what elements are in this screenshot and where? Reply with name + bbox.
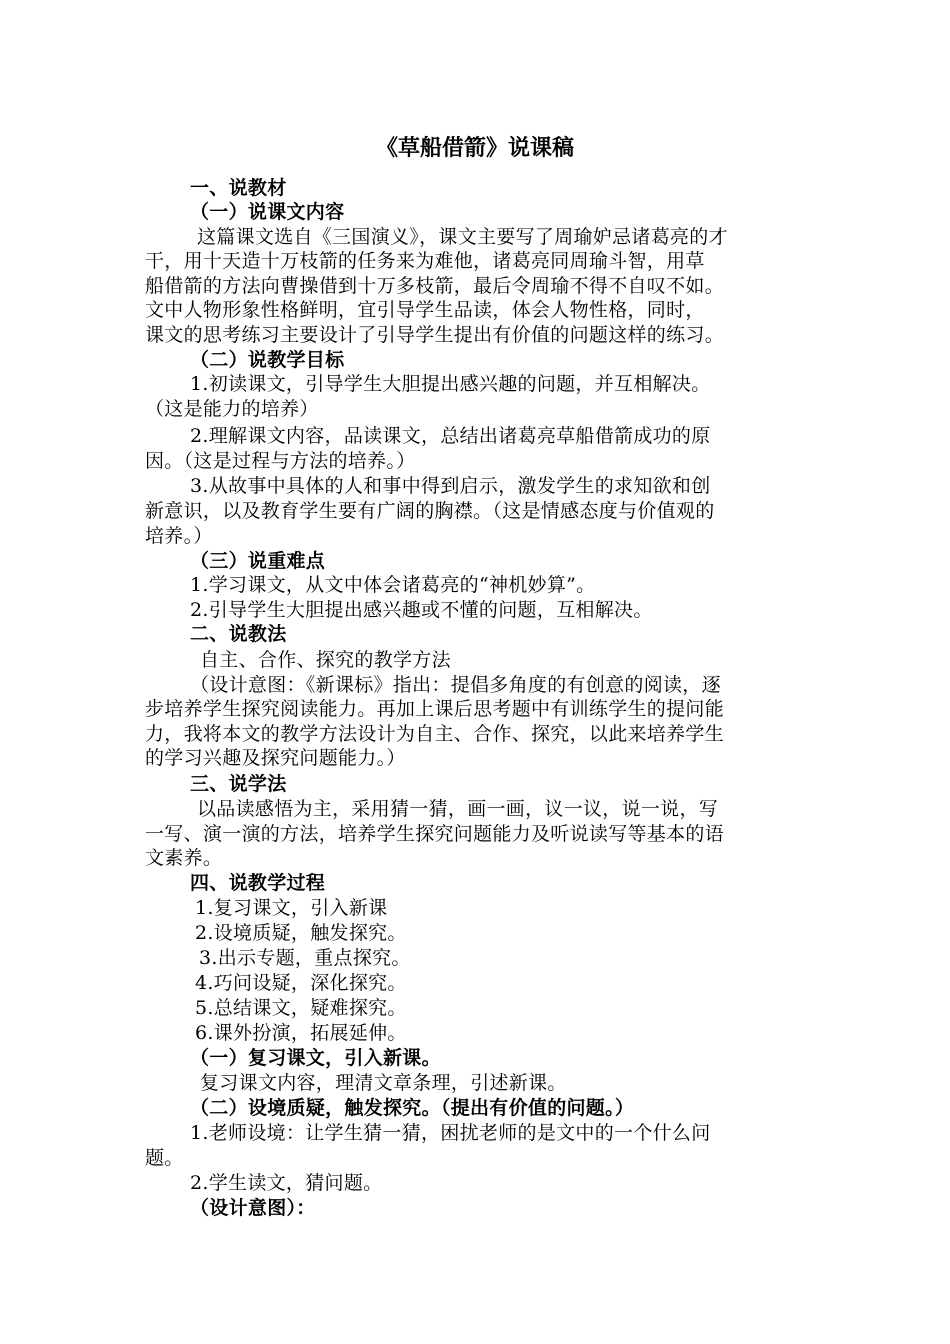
list-item: 4.巧问设疑，深化探究。 [195,972,407,994]
list-item: 3.出示专题，重点探究。 [199,947,411,969]
list-item: 5.总结课文，疑难探究。 [195,997,407,1019]
heading-process: 四、说教学过程 [190,872,326,894]
heading-textbook: 一、说教材 [190,177,287,199]
heading-method: 二、说教法 [190,623,287,645]
list-item: 2.设境质疑，触发探究。 [195,922,407,944]
paragraph-line: 自主、合作、探究的教学方法 [200,649,451,671]
paragraph-line: 3.从故事中具体的人和事中得到启示，激发学生的求知欲和创 [190,475,711,497]
list-item: 6.课外扮演，拓展延伸。 [195,1022,407,1044]
paragraph-line: 新意识，以及教育学生要有广阔的胸襟。（这是情感态度与价值观的 [145,500,715,522]
list-item: 1.复习课文，引入新课 [195,897,388,919]
subheading-review: （一）复习课文，引入新课。 [190,1047,441,1069]
paragraph-line: 课文的思考练习主要设计了引导学生提出有价值的问题这样的练习。 [145,324,725,346]
page-title: 《草船借箭》说课稿 [375,135,574,161]
subheading-keypoints: （三）说重难点 [190,550,326,572]
paragraph-line: 1.学习课文，从文中体会诸葛亮的“神机妙算”。 [190,574,596,596]
paragraph-line: 因。（这是过程与方法的培养。） [145,450,416,472]
subheading-inquiry: （二）设境质疑，触发探究。（提出有价值的问题。） [190,1097,635,1119]
paragraph-line: 2.引导学生大胆提出感兴趣或不懂的问题，互相解决。 [190,599,653,621]
subheading-objectives: （二）说教学目标 [190,349,345,371]
paragraph-line: 一写、演一演的方法，培养学生探究问题能力及听说读写等基本的语 [145,823,725,845]
paragraph-line: （这是能力的培养） [145,398,319,420]
paragraph-line: 步培养学生探究阅读能力。再加上课后思考题中有训练学生的提问能 [145,698,725,720]
paragraph-line: 的学习兴趣及探究问题能力。） [145,747,406,769]
paragraph-line: （设计意图：《新课标》指出：提倡多角度的有创意的阅读，逐 [190,674,721,696]
paragraph-line: 2.学生读文，猜问题。 [190,1172,383,1194]
paragraph-line: 船借箭的方法向曹操借到十万多枝箭，最后令周瑜不得不自叹不如。 [145,275,725,297]
subheading-content: （一）说课文内容 [190,201,345,223]
paragraph-line: 2.理解课文内容，品读课文，总结出诸葛亮草船借箭成功的原 [190,425,711,447]
paragraph-line: 题。 [145,1147,184,1169]
paragraph-line: 力，我将本文的教学方法设计为自主、合作、探究，以此来培养学生 [145,723,725,745]
heading-study: 三、说学法 [190,773,287,795]
paragraph-line: 1.老师设境：让学生猜一猜，困扰老师的是文中的一个什么问 [190,1122,711,1144]
paragraph-line: 文素养。 [145,847,223,869]
paragraph-line: 这篇课文选自《三国演义》，课文主要写了周瑜妒忌诸葛亮的才 [197,226,728,248]
paragraph-line: 1.初读课文，引导学生大胆提出感兴趣的问题，并互相解决。 [190,373,711,395]
subheading-design-intent: （设计意图）： [190,1197,316,1219]
paragraph-line: 培养。） [145,525,213,547]
paragraph-line: 复习课文内容，理清文章条理，引述新课。 [200,1072,567,1094]
paragraph-line: 文中人物形象性格鲜明，宜引导学生品读，体会人物性格，同时， [145,299,705,321]
paragraph-line: 干，用十天造十万枝箭的任务来为难他，诸葛亮同周瑜斗智，用草 [145,250,705,272]
paragraph-line: 以品读感悟为主，采用猜一猜，画一画，议一议，说一说，写 [197,798,719,820]
